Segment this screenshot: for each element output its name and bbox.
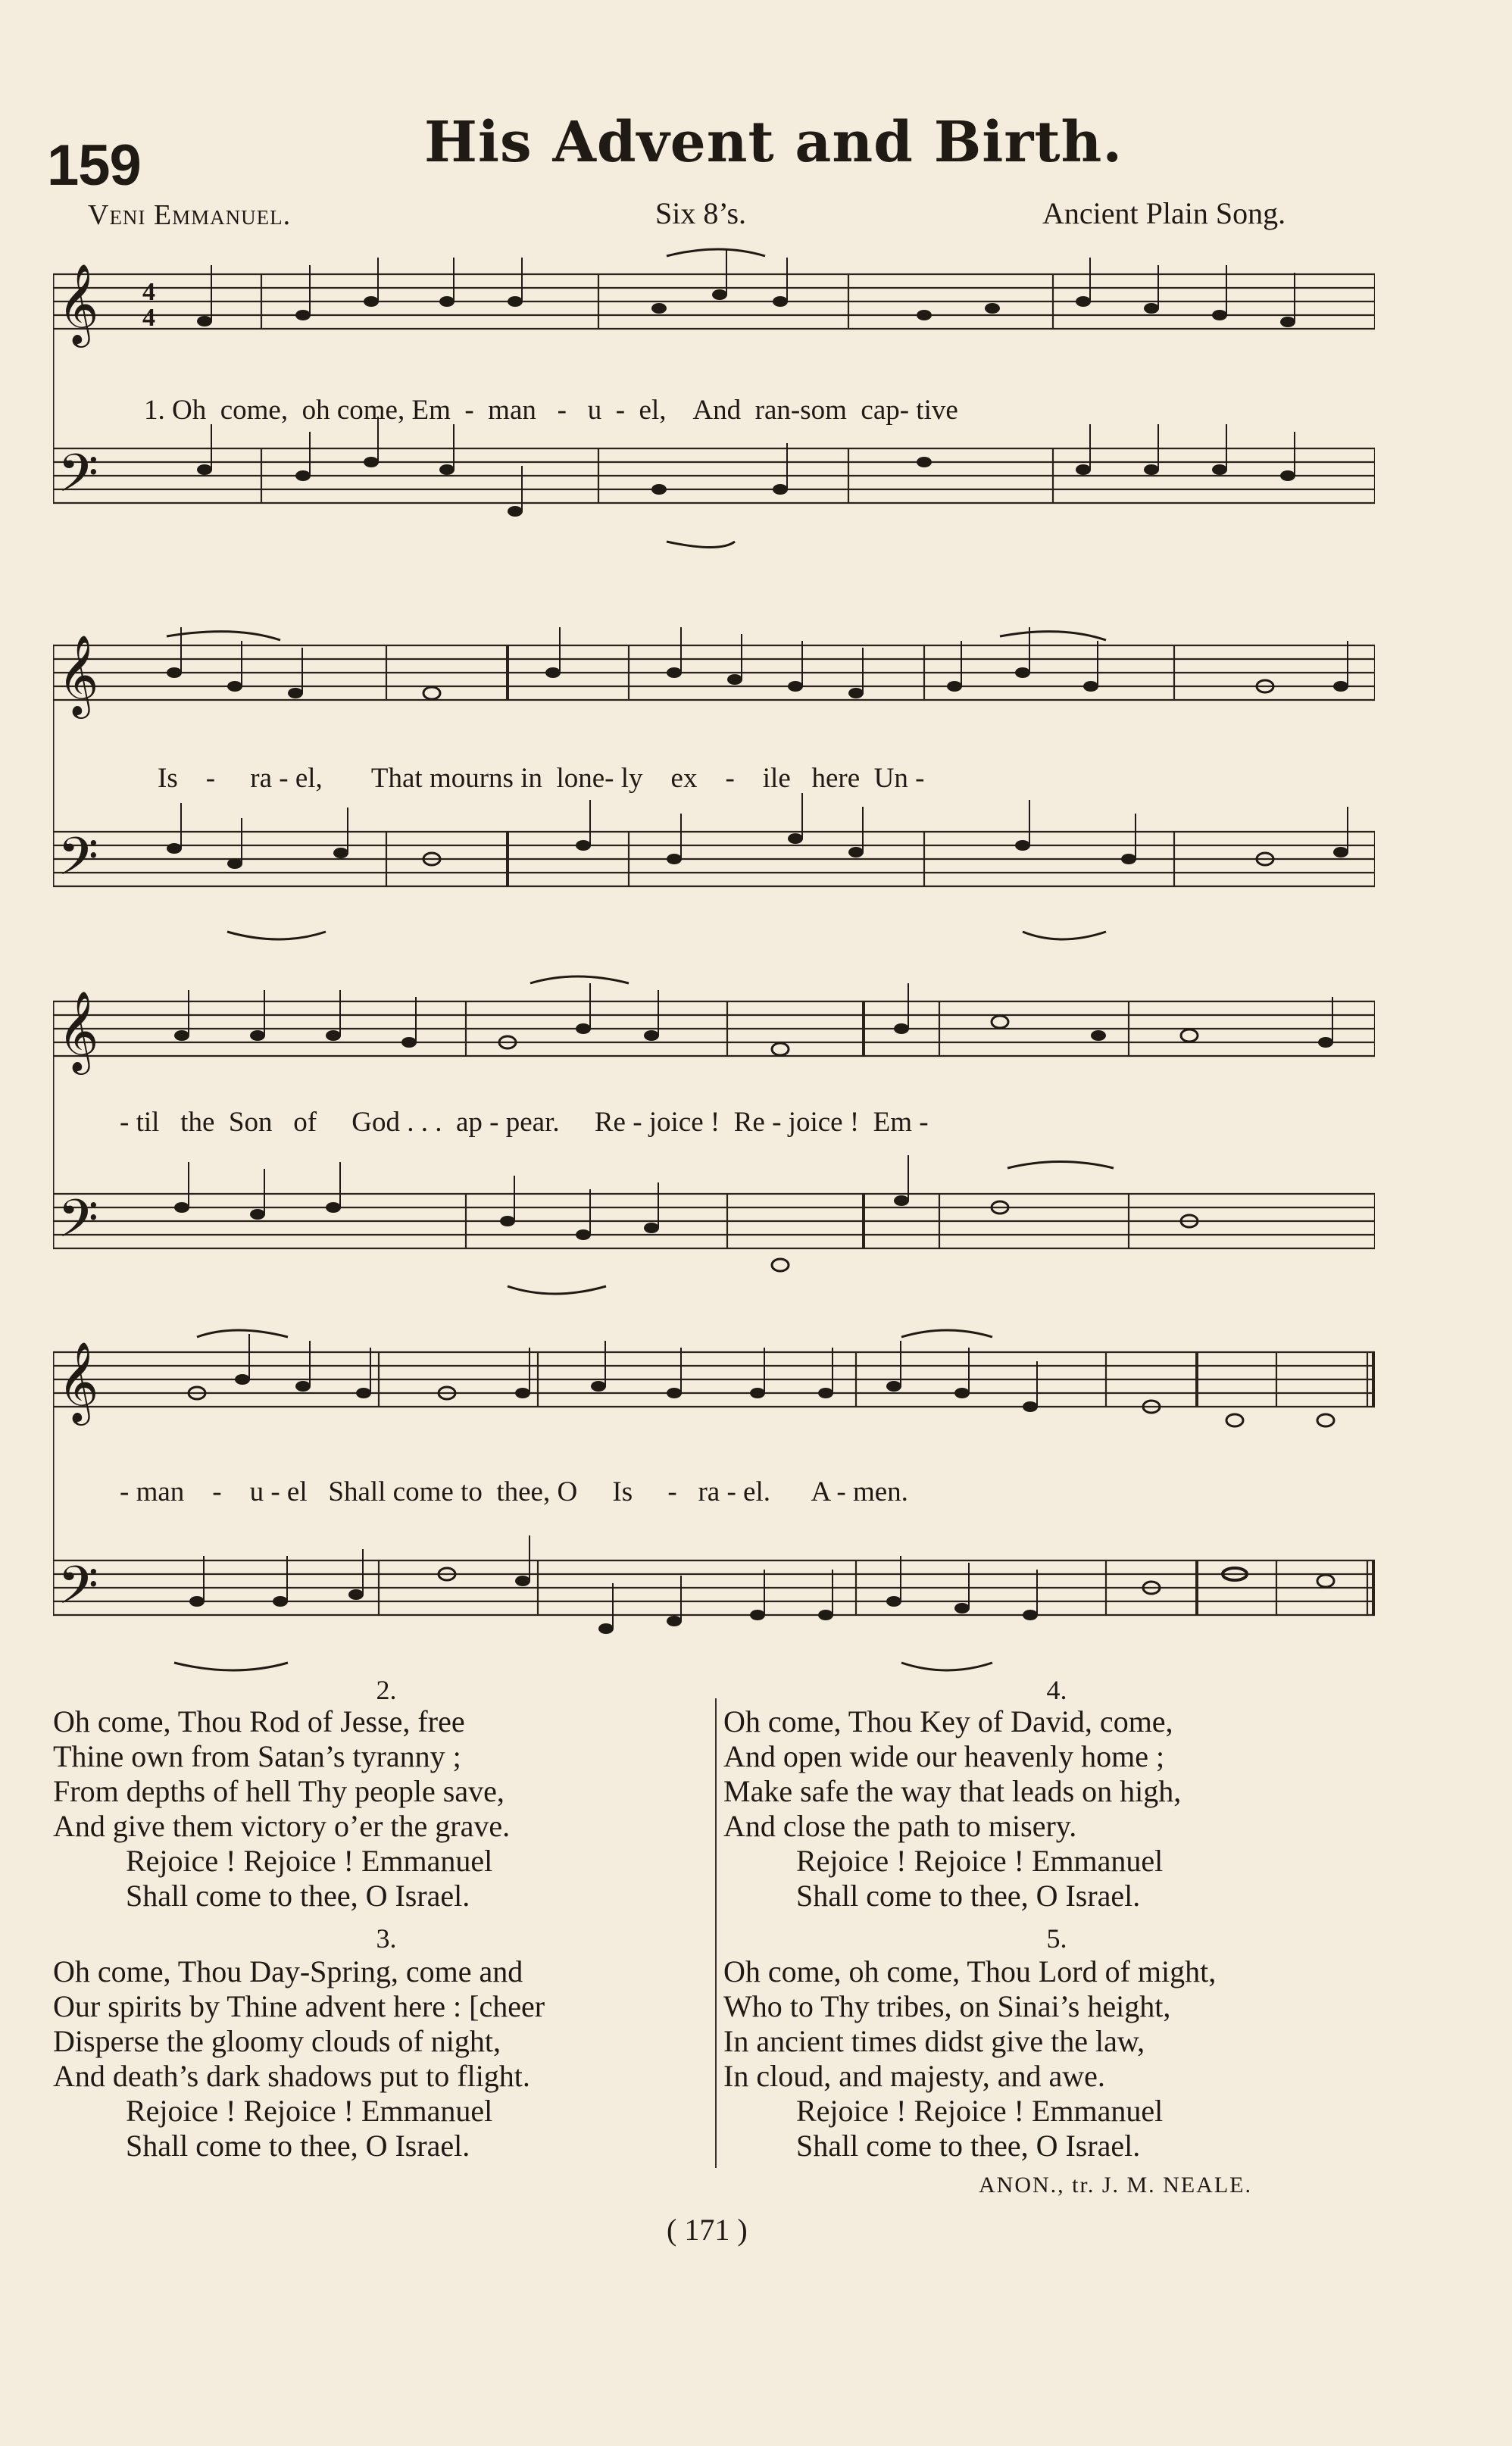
verse-5-line-1: Oh come, oh come, Thou Lord of might,: [723, 1954, 1217, 1988]
verse-3-refrain-1: Rejoice ! Rejoice ! Emmanuel: [126, 2094, 493, 2128]
svg-text:4: 4: [142, 278, 155, 306]
lyric-line-1: 1. Oh come, oh come, Em - man - u - el, And ran-som cap- tive: [144, 395, 958, 426]
verse-2-number: 2.: [376, 1675, 397, 1705]
svg-text:𝄢: 𝄢: [58, 1188, 99, 1262]
lyric-line-3: - til the Son of God . . . ap - pear. Re - joice ! Re - joice ! Em -: [120, 1107, 929, 1138]
verse-4-line-2: And open wide our heavenly home ;: [723, 1739, 1165, 1773]
page-number: ( 171 ): [667, 2213, 748, 2247]
verse-3-line-3: Disperse the gloomy clouds of night,: [53, 2024, 501, 2058]
svg-text:𝄞: 𝄞: [58, 1341, 99, 1422]
verse-5: [723, 1954, 1216, 2163]
hymn-number: 159: [47, 133, 141, 198]
verse-2: [53, 1704, 510, 1913]
verse-5-line-3: In ancient times didst give the law,: [723, 2024, 1145, 2058]
column-divider: [715, 1698, 717, 2168]
svg-text:𝄢: 𝄢: [58, 826, 99, 900]
music-system-3: [53, 970, 1375, 1326]
verse-5-number: 5.: [1046, 1923, 1067, 1954]
verse-2-line-3: From depths of hell Thy people save,: [53, 1774, 505, 1808]
verse-4-refrain-1: Rejoice ! Rejoice ! Emmanuel: [796, 1844, 1164, 1878]
svg-text:𝄢: 𝄢: [58, 442, 99, 517]
verse-4: [723, 1704, 1181, 1913]
verse-3-refrain-2: Shall come to thee, O Israel.: [126, 2129, 470, 2163]
verse-3: [53, 1954, 545, 2163]
svg-text:4: 4: [142, 304, 155, 332]
verse-4-refrain-2: Shall come to thee, O Israel.: [796, 1879, 1141, 1913]
svg-text:𝄞: 𝄞: [58, 990, 99, 1071]
verse-3-number: 3.: [376, 1923, 397, 1954]
verse-5-line-2: Who to Thy tribes, on Sinai’s height,: [723, 1989, 1171, 2023]
verse-5-line-4: In cloud, and majesty, and awe.: [723, 2059, 1105, 2093]
verse-2-line-2: Thine own from Satan’s tyranny ;: [53, 1739, 461, 1773]
verse-3-line-4: And death’s dark shadows put to flight.: [53, 2059, 530, 2093]
verse-4-line-3: Make safe the way that leads on high,: [723, 1774, 1182, 1808]
verse-2-line-4: And give them victory o’er the grave.: [53, 1809, 511, 1843]
tune-name: Veni Emmanuel.: [88, 199, 292, 231]
meter: Six 8’s.: [655, 196, 747, 230]
verse-3-line-2: Our spirits by Thine advent here : [cheer: [53, 1989, 545, 2023]
verse-2-refrain-1: Rejoice ! Rejoice ! Emmanuel: [126, 1844, 493, 1878]
verse-2-refrain-2: Shall come to thee, O Israel.: [126, 1879, 470, 1913]
verse-5-refrain-2: Shall come to thee, O Israel.: [796, 2129, 1141, 2163]
verse-3-line-1: Oh come, Thou Day-Spring, come and: [53, 1954, 523, 1988]
attribution: ANON., tr. J. M. NEALE.: [979, 2173, 1252, 2198]
lyric-line-4: - man - u - el Shall come to thee, O Is - ra - el. A - men.: [120, 1476, 908, 1507]
hymn-title: His Advent and Birth.: [424, 110, 1123, 175]
verse-5-refrain-1: Rejoice ! Rejoice ! Emmanuel: [796, 2094, 1164, 2128]
verse-4-line-1: Oh come, Thou Key of David, come,: [723, 1704, 1173, 1738]
lyric-line-2: Is - ra - el, That mourns in lone- ly ex - ile here Un -: [158, 763, 925, 794]
verse-4-line-4: And close the path to misery.: [723, 1809, 1077, 1843]
svg-text:𝄞: 𝄞: [58, 263, 99, 344]
verse-2-line-1: Oh come, Thou Rod of Jesse, free: [53, 1704, 465, 1738]
verse-4-number: 4.: [1046, 1675, 1067, 1705]
svg-text:𝄞: 𝄞: [58, 634, 99, 715]
source: Ancient Plain Song.: [1042, 196, 1286, 230]
svg-text:𝄢: 𝄢: [58, 1554, 99, 1629]
